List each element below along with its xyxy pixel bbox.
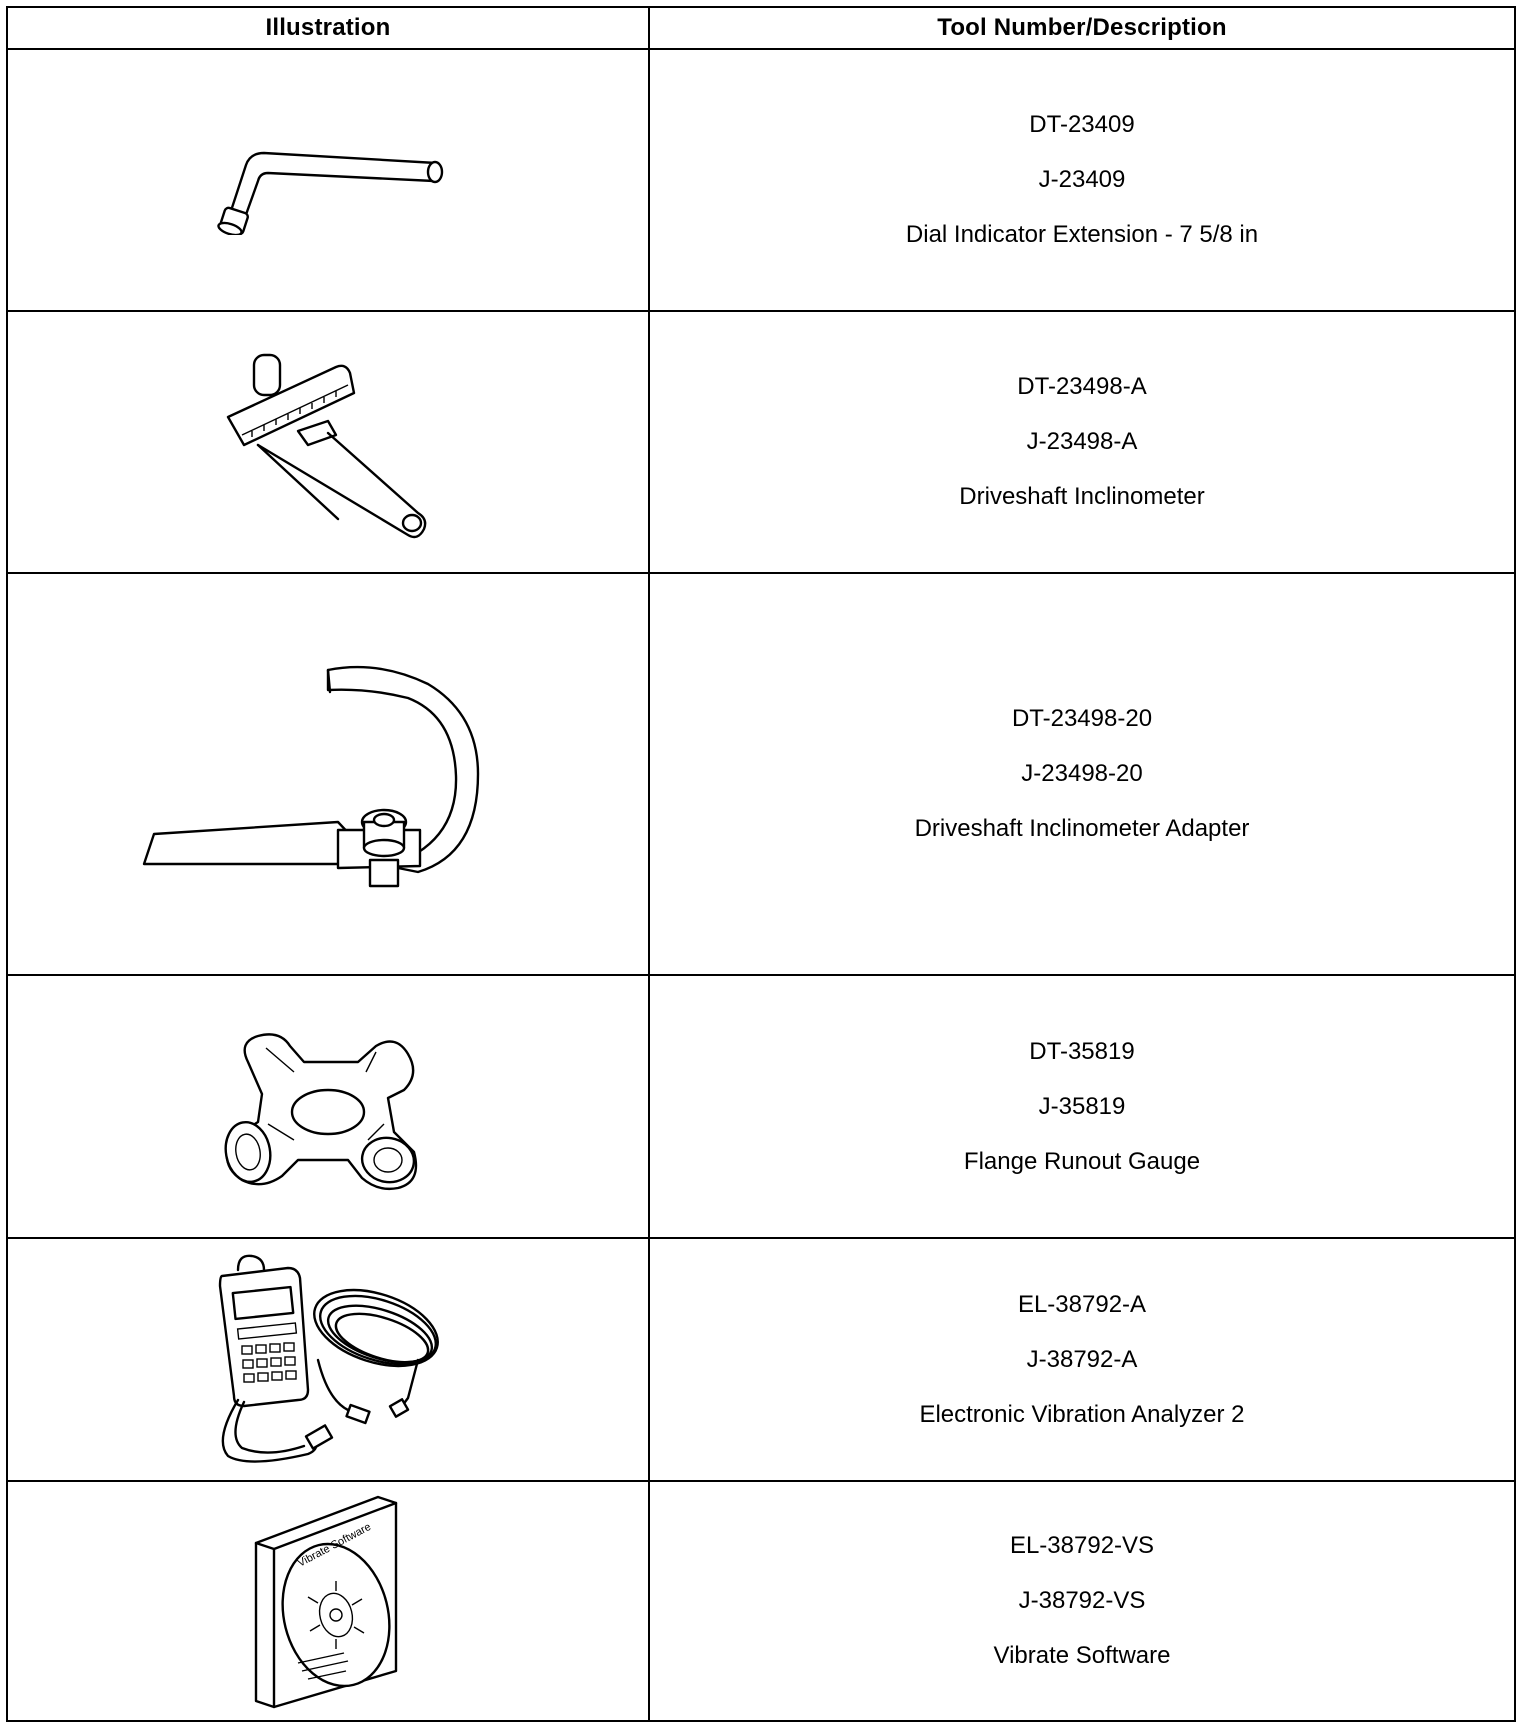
- tool-number-dt: DT-23409: [1029, 111, 1135, 138]
- cd-label: Vibrate Software: [295, 1520, 374, 1570]
- tool-number-dt: EL-38792-VS: [1009, 1532, 1155, 1559]
- tool-number-dt: DT-23498-A: [1017, 373, 1147, 400]
- table-row: [7, 49, 1515, 311]
- tool-description-cell: [649, 1238, 1515, 1481]
- tool-number-j: J-23498-A: [1026, 428, 1138, 455]
- illustration-cell: [7, 1481, 649, 1721]
- table-row: [7, 975, 1515, 1238]
- table-header-row: [7, 7, 1515, 49]
- tool-description: Vibrate Software: [993, 1642, 1171, 1669]
- header-illustration: Illustration: [7, 7, 649, 49]
- tool-description: Electronic Vibration Analyzer 2: [919, 1400, 1245, 1428]
- flange-runout-gauge-icon: [208, 1012, 448, 1202]
- table-row: [7, 311, 1515, 573]
- tool-description-cell: [649, 311, 1515, 573]
- tool-number-dt: DT-23498-20: [1011, 705, 1153, 732]
- driveshaft-inclinometer-icon: [218, 337, 438, 547]
- tool-description-cell: [649, 1481, 1515, 1721]
- tool-number-dt: EL-38792-A: [1017, 1290, 1147, 1318]
- illustration-cell: [7, 49, 649, 311]
- tool-number-j: J-38792-VS: [1018, 1587, 1146, 1614]
- tool-number-j: J-35819: [1038, 1092, 1126, 1120]
- tool-description: Driveshaft Inclinometer Adapter: [914, 815, 1250, 842]
- vibrate-software-cd-icon: [248, 1493, 408, 1709]
- tool-number-j: J-23409: [1038, 166, 1126, 193]
- table-row: [7, 1238, 1515, 1481]
- tool-description: Flange Runout Gauge: [963, 1147, 1201, 1175]
- illustration-cell: [7, 573, 649, 975]
- tool-description-cell: [649, 975, 1515, 1238]
- table-row: [7, 1481, 1515, 1721]
- illustration-cell: [7, 1238, 649, 1481]
- illustration-cell: [7, 975, 649, 1238]
- table-row: [7, 573, 1515, 975]
- tool-description: Dial Indicator Extension - 7 5/8 in: [905, 221, 1259, 248]
- tool-number-j: J-23498-20: [1021, 760, 1143, 787]
- tool-description-cell: [649, 49, 1515, 311]
- inclinometer-adapter-icon: [138, 654, 518, 894]
- illustration-cell: [7, 311, 649, 573]
- tool-description-cell: [649, 573, 1515, 975]
- special-tools-table: [6, 6, 1516, 1722]
- tool-description: Driveshaft Inclinometer: [959, 483, 1205, 510]
- tool-number-j: J-38792-A: [1026, 1345, 1138, 1373]
- dial-indicator-extension-icon: [198, 125, 458, 235]
- header-tool-number-description: Tool Number/Description: [649, 7, 1515, 49]
- vibration-analyzer-icon: [208, 1250, 448, 1470]
- tool-number-dt: DT-35819: [1029, 1037, 1135, 1065]
